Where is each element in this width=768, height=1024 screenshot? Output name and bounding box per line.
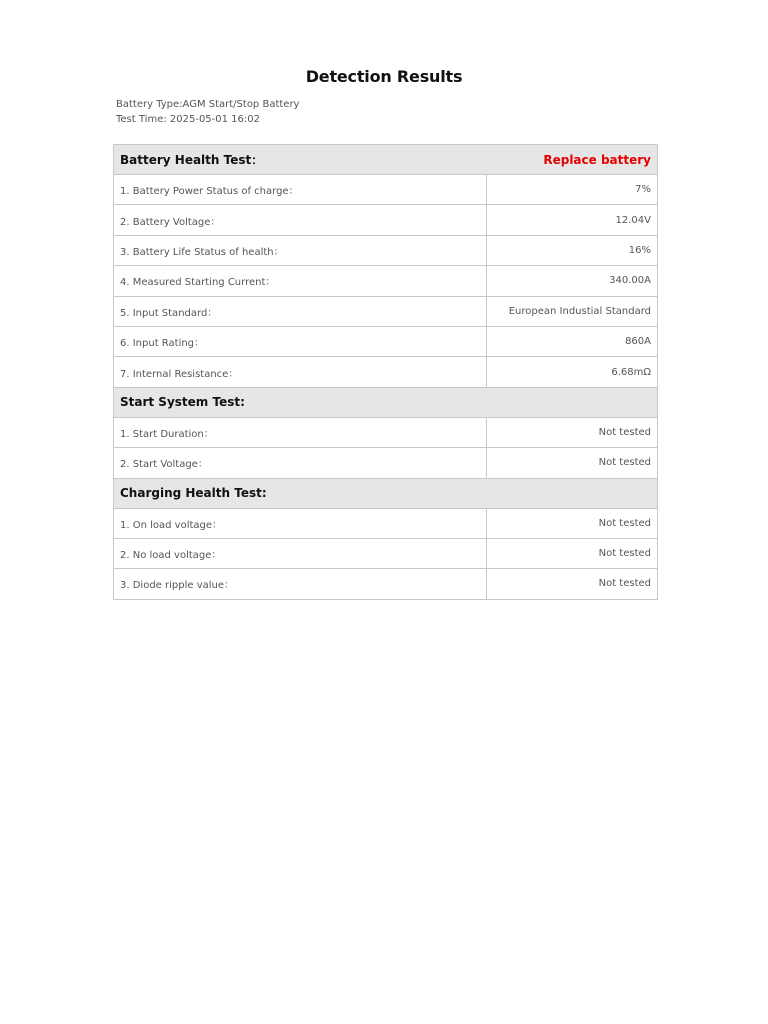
row-label: 7. Internal Resistance： xyxy=(114,357,487,386)
row-value: 7% xyxy=(635,184,651,196)
section-title: Battery Health Test： xyxy=(120,153,264,167)
table-row xyxy=(114,418,657,448)
row-value: 6.68mΩ xyxy=(611,366,651,378)
table-row xyxy=(114,539,657,569)
row-value: Not tested xyxy=(598,578,651,590)
row-value: Not tested xyxy=(598,426,651,438)
row-label: 4. Measured Starting Current： xyxy=(114,266,487,295)
row-label: 2. No load voltage： xyxy=(114,539,487,568)
results-table xyxy=(113,144,658,600)
table-row xyxy=(114,569,657,599)
row-value: Not tested xyxy=(598,548,651,560)
table-row xyxy=(114,327,657,357)
table-row xyxy=(114,297,657,327)
page-title: Detection Results xyxy=(305,67,463,86)
battery-type: Battery Type:AGM Start/Stop Battery xyxy=(116,99,300,110)
row-value: 860A xyxy=(625,336,651,348)
section-header-start-system xyxy=(114,388,657,418)
row-label: 2. Start Voltage： xyxy=(114,448,487,477)
row-label: 5. Input Standard： xyxy=(114,297,487,326)
row-value: 16% xyxy=(628,244,651,256)
table-row xyxy=(114,175,657,205)
row-label: 1. Battery Power Status of charge： xyxy=(114,175,487,204)
row-label: 1. Start Duration： xyxy=(114,418,487,447)
row-value: Not tested xyxy=(598,517,651,529)
table-row xyxy=(114,357,657,387)
section-title: Charging Health Test: xyxy=(120,486,267,501)
section-header-battery-health xyxy=(114,145,657,175)
table-row xyxy=(114,236,657,266)
row-value: 12.04V xyxy=(615,214,651,226)
table-row xyxy=(114,448,657,478)
row-label: 3. Diode ripple value： xyxy=(114,569,487,598)
section-title: Start System Test: xyxy=(120,395,245,410)
table-row xyxy=(114,509,657,539)
row-value: European Industial Standard xyxy=(508,305,651,317)
row-value: Not tested xyxy=(598,457,651,469)
table-row xyxy=(114,266,657,296)
section-header-charging-health xyxy=(114,479,657,509)
row-label: 6. Input Rating： xyxy=(114,327,487,356)
status-badge: Replace battery xyxy=(543,152,651,167)
row-label: 2. Battery Voltage： xyxy=(114,205,487,234)
table-row xyxy=(114,205,657,235)
row-label: 3. Battery Life Status of health： xyxy=(114,236,487,265)
test-time: Test Time: 2025-05-01 16:02 xyxy=(116,114,261,125)
row-label: 1. On load voltage： xyxy=(114,509,487,538)
row-value: 340.00A xyxy=(609,275,651,287)
